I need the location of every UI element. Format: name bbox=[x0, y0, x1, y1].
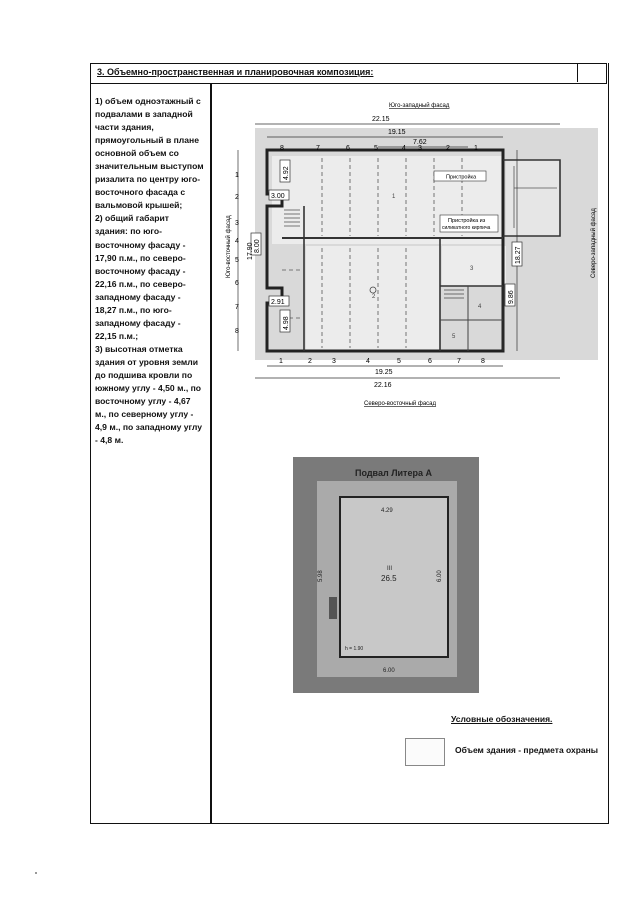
svg-text:2: 2 bbox=[372, 294, 376, 300]
basement-dim-right: 6.00 bbox=[437, 570, 443, 582]
column-separator bbox=[210, 84, 212, 824]
svg-text:7: 7 bbox=[457, 358, 461, 365]
dim-top-overall: 22.15 bbox=[372, 116, 390, 123]
dim-left-upper: 4.92 bbox=[283, 166, 290, 180]
scan-speck bbox=[35, 872, 37, 874]
annex-label-2b: силикатного кирпича bbox=[442, 225, 491, 231]
svg-text:8: 8 bbox=[280, 145, 284, 152]
facade-top-label: Юго-западный фасад bbox=[389, 103, 450, 109]
floor-plan bbox=[222, 98, 600, 423]
svg-text:2: 2 bbox=[235, 194, 239, 201]
svg-text:6: 6 bbox=[428, 358, 432, 365]
dim-left-mid: 8.00 bbox=[254, 239, 261, 253]
legend-title: Условные обозначения. bbox=[451, 714, 553, 724]
basement-dim-bottom: 6.00 bbox=[383, 668, 395, 674]
basement-dim-left: 5.98 bbox=[318, 570, 324, 582]
svg-text:1: 1 bbox=[279, 358, 283, 365]
annex-label-2a: Пристройка из bbox=[448, 218, 486, 224]
section-header bbox=[90, 63, 607, 84]
basement-note: h = 1.90 bbox=[345, 646, 364, 652]
basement-room-number: III bbox=[387, 566, 393, 572]
svg-text:3: 3 bbox=[332, 358, 336, 365]
svg-text:6: 6 bbox=[235, 280, 239, 287]
svg-text:7: 7 bbox=[316, 145, 320, 152]
facade-right-label: Северо-западный фасад bbox=[591, 208, 597, 278]
svg-text:4: 4 bbox=[402, 145, 406, 152]
building-description: 1) объем одноэтажный с подвалами в западной части здания, прямоугольный в плане основной объем со значительным выступом ризалита по центру юго- восточного фасада с вальмовой крышей; 2) общий габарит здания: по юго- восточному фасаду - 17,90 п.м., по северо- восточному фасаду - 22,16 п.м., по северо- западному фасаду - 18,27 п.м., по юго- западному фасаду - 22,15 п.м.; 3) высотная отметка здания от уровня земли до подшива кровли по южному углу - 4,50 м., по восточному углу - 4,67 м., по северному углу - 4,9 м., по западному углу - 4,8 м. bbox=[95, 96, 204, 446]
dim-top-third: 7.62 bbox=[413, 139, 427, 146]
svg-text:1: 1 bbox=[474, 145, 478, 152]
section-title: 3. Объемно-пространственная и планировочная композиция: bbox=[97, 67, 374, 77]
dim-right-overall: 18.27 bbox=[515, 246, 522, 264]
dim-box-lower: 2.91 bbox=[271, 299, 285, 306]
svg-text:1: 1 bbox=[392, 194, 396, 200]
dim-bottom-first: 19.25 bbox=[375, 369, 393, 376]
svg-text:4: 4 bbox=[235, 238, 239, 245]
dim-left-lower: 4.98 bbox=[283, 316, 290, 330]
basement-room-area: 26.5 bbox=[381, 574, 397, 583]
svg-text:1: 1 bbox=[235, 172, 239, 179]
svg-text:8: 8 bbox=[481, 358, 485, 365]
basement-stair bbox=[329, 597, 337, 619]
svg-text:3: 3 bbox=[235, 220, 239, 227]
dim-left-overall: 17.90 bbox=[247, 242, 254, 260]
basement-plan bbox=[293, 457, 479, 693]
facade-bottom-label: Северо-восточный фасад bbox=[364, 401, 437, 407]
svg-text:5: 5 bbox=[235, 257, 239, 264]
annex-label-1: Пристройка bbox=[446, 174, 477, 181]
svg-text:3: 3 bbox=[470, 266, 474, 272]
header-box bbox=[577, 64, 606, 82]
legend-swatch bbox=[405, 738, 445, 766]
svg-text:4: 4 bbox=[366, 358, 370, 365]
svg-text:5: 5 bbox=[452, 334, 456, 340]
svg-text:5: 5 bbox=[374, 145, 378, 152]
svg-text:4: 4 bbox=[478, 304, 482, 310]
basement-dim-top: 4.29 bbox=[381, 508, 393, 514]
dim-box-upper: 3.00 bbox=[271, 193, 285, 200]
svg-text:3: 3 bbox=[418, 145, 422, 152]
svg-text:8: 8 bbox=[235, 328, 239, 335]
facade-left-label: Юго-восточный фасад bbox=[226, 215, 232, 278]
basement-title: Подвал Литера А bbox=[355, 468, 432, 478]
dim-top-second: 19.15 bbox=[388, 129, 406, 136]
plan-room-east bbox=[442, 246, 506, 286]
svg-text:2: 2 bbox=[446, 145, 450, 152]
svg-text:7: 7 bbox=[235, 304, 239, 311]
dim-bottom-overall: 22.16 bbox=[374, 382, 392, 389]
dim-right-inner: 9.86 bbox=[508, 290, 515, 304]
svg-text:6: 6 bbox=[346, 145, 350, 152]
svg-text:5: 5 bbox=[397, 358, 401, 365]
svg-text:2: 2 bbox=[308, 358, 312, 365]
legend-item-label: Объем здания - предмета охраны bbox=[455, 745, 599, 755]
